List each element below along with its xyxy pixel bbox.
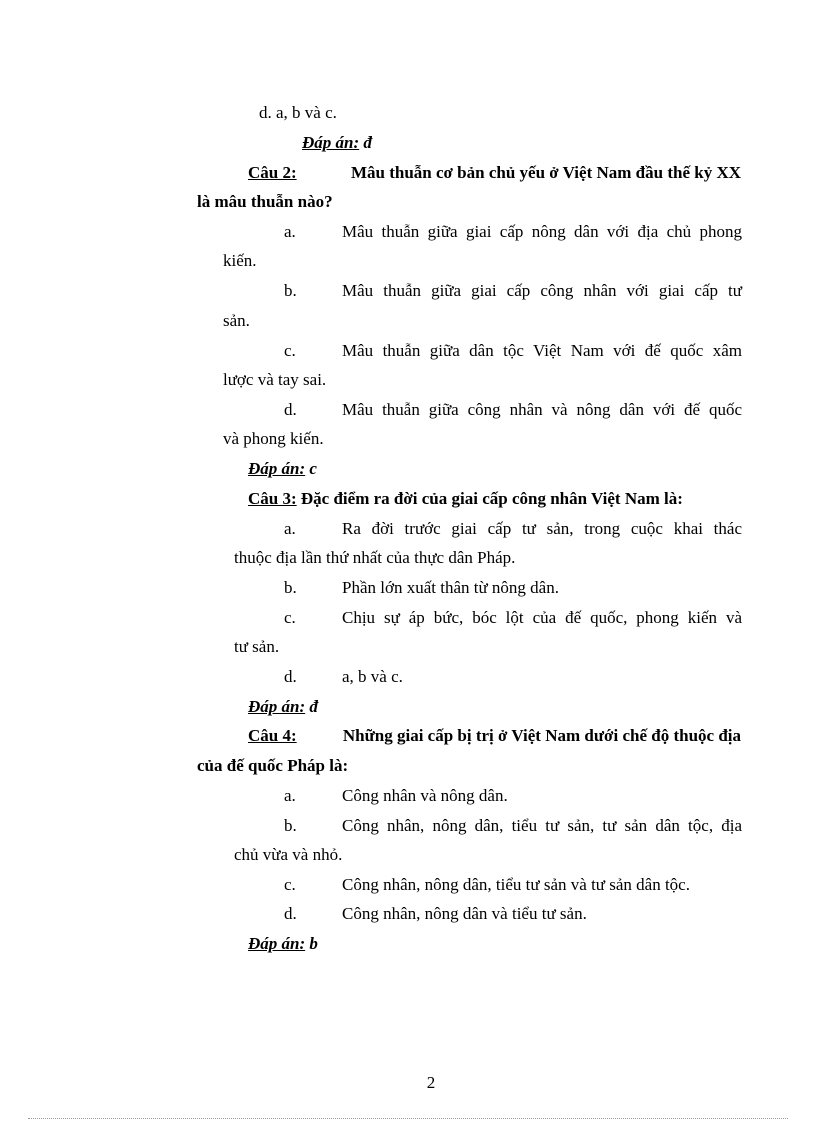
option-letter: b. <box>284 578 297 597</box>
option-c-text: Mâu thuẫn giữa dân tộc Việt Nam với đế quốc xâm <box>342 341 742 360</box>
option-letter: d. <box>284 904 297 923</box>
option-d-text: Công nhân, nông dân và tiểu tư sản. <box>342 904 587 923</box>
answer-line <box>302 133 372 153</box>
question-2-line2: là mâu thuẫn nào? <box>197 192 333 211</box>
question-text: Những giai cấp bị trị ở Việt Nam dưới chế độ thuộc địa <box>342 726 741 745</box>
option-b-text: Mâu thuẫn giữa giai cấp công nhân với giai cấp tư <box>342 281 742 300</box>
question-3-heading <box>248 489 683 509</box>
question-text: Đặc điểm ra đời của giai cấp công nhân Việt Nam là: <box>300 489 683 508</box>
option-letter: c. <box>284 875 296 894</box>
option-letter: b. <box>284 281 297 300</box>
answer-value: đ <box>363 133 372 152</box>
option-b-cont: sản. <box>223 311 250 330</box>
answer-line <box>248 459 317 479</box>
option-b-text: Công nhân, nông dân, tiểu tư sản, tư sản dân tộc, địa <box>342 816 742 835</box>
option-c-cont: lược và tay sai. <box>223 370 327 389</box>
question-text: Mâu thuẫn cơ bản chủ yếu ở Việt Nam đầu thế kỷ XX <box>350 163 741 182</box>
option-a-text: Mâu thuẫn giữa giai cấp nông dân với địa chủ phong <box>342 222 742 241</box>
answer-value: đ <box>309 697 318 716</box>
option-a-text: Ra đời trước giai cấp tư sản, trong cuộc khai thác <box>342 519 742 538</box>
question-label: Câu 3: <box>248 489 297 508</box>
answer-label: Đáp án: <box>248 459 306 478</box>
option-letter: c. <box>284 341 296 360</box>
option-a-cont: thuộc địa lần thứ nhất của thực dân Pháp. <box>234 548 516 567</box>
question-4-heading <box>248 726 741 746</box>
option-a-cont: kiến. <box>223 251 257 270</box>
option-c-cont: tư sản. <box>234 637 280 656</box>
answer-line <box>248 697 318 717</box>
option-d-cont: và phong kiến. <box>223 429 324 448</box>
option-letter: a. <box>284 519 296 538</box>
option-c-text: Chịu sự áp bức, bóc lột của đế quốc, phong kiến và <box>342 608 742 627</box>
question-2-heading <box>248 163 741 183</box>
footer-divider <box>28 1118 788 1119</box>
option-letter: c. <box>284 608 296 627</box>
option-a-text: Công nhân và nông dân. <box>342 786 508 805</box>
option-b-cont: chủ vừa và nhỏ. <box>234 845 343 864</box>
answer-label: Đáp án: <box>302 133 360 152</box>
answer-line <box>248 934 318 954</box>
question-label: Câu 2: <box>248 163 297 182</box>
question-4-line2: của đế quốc Pháp là: <box>197 756 349 775</box>
answer-label: Đáp án: <box>248 697 306 716</box>
option-b-text: Phần lớn xuất thân từ nông dân. <box>342 578 559 597</box>
page-number: 2 <box>426 1073 436 1092</box>
option-c-text: Công nhân, nông dân, tiểu tư sản và tư sản dân tộc. <box>342 875 690 894</box>
option-letter: a. <box>284 222 296 241</box>
option-d-top <box>259 103 337 123</box>
option-letter: d. <box>284 667 297 686</box>
option-text: a, b và c. <box>276 103 337 122</box>
answer-label: Đáp án: <box>248 934 306 953</box>
option-letter: d. <box>259 103 272 122</box>
answer-value: b <box>309 934 318 953</box>
answer-value: c <box>309 459 317 478</box>
question-label: Câu 4: <box>248 726 297 745</box>
option-letter: d. <box>284 400 297 419</box>
option-d-text: a, b và c. <box>342 667 403 686</box>
option-letter: b. <box>284 816 297 835</box>
option-d-text: Mâu thuẫn giữa công nhân và nông dân với đế quốc <box>342 400 742 419</box>
option-letter: a. <box>284 786 296 805</box>
